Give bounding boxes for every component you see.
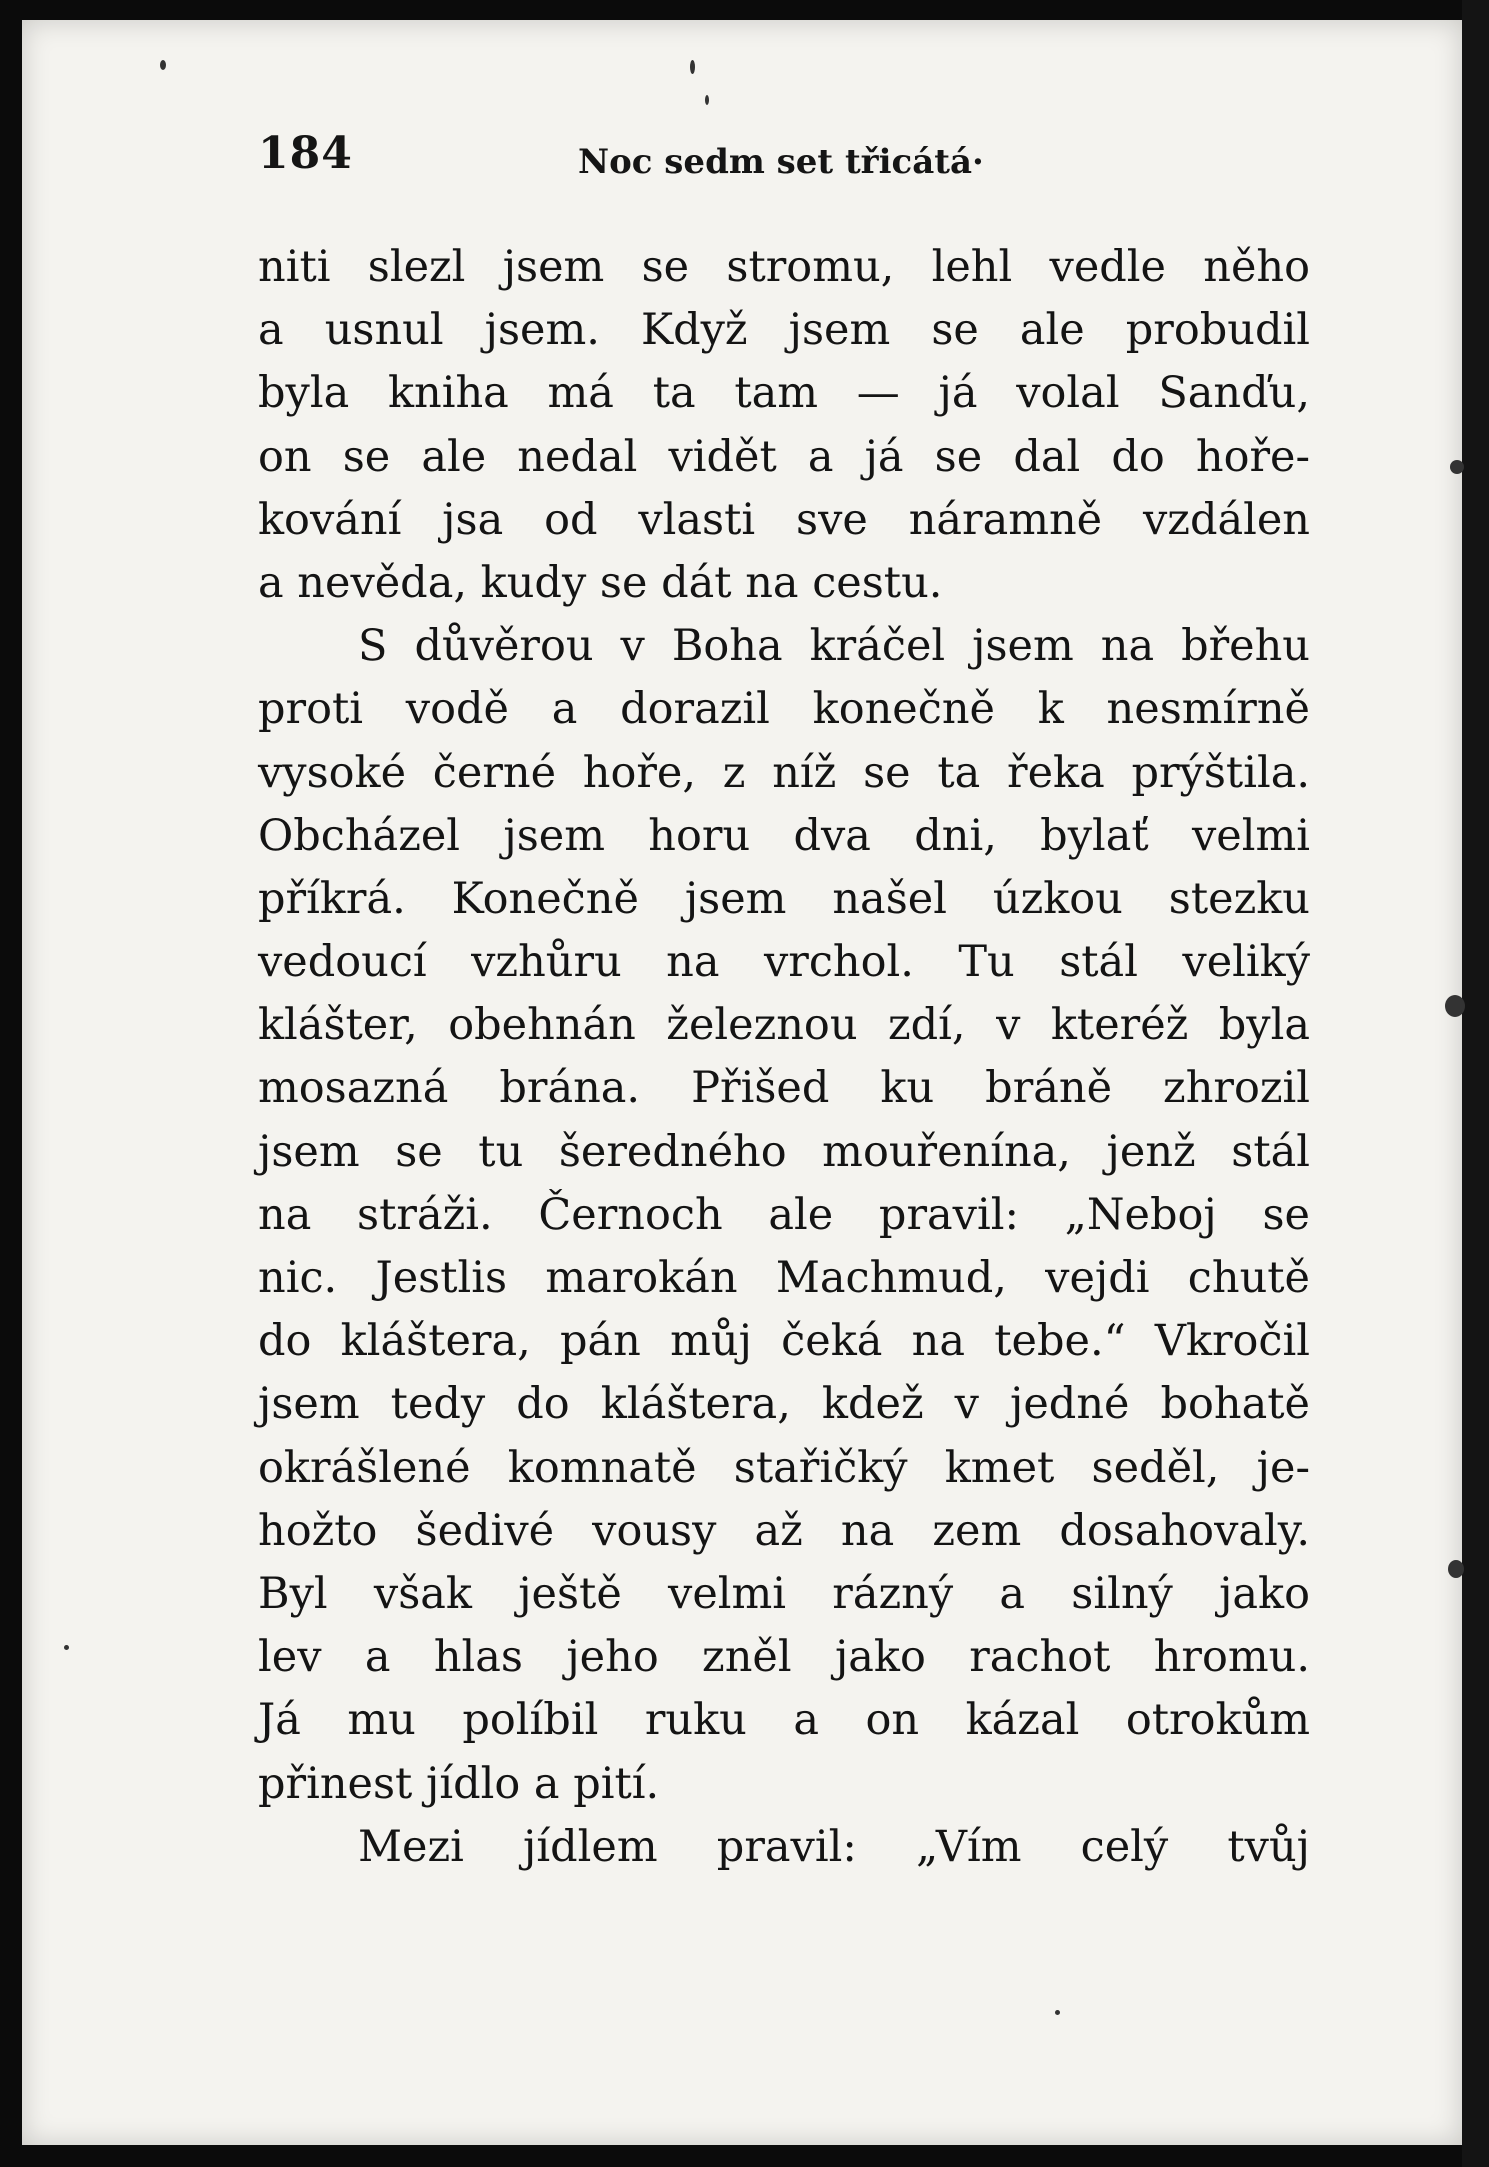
running-title: Noc sedm set třicátá· [578,142,984,182]
scan-speck [160,60,166,70]
text-line: kování jsa od vlasti sve náramně vzdálen [258,494,1310,545]
text-line: hožto šedivé vousy až na zem dosahovaly. [258,1505,1310,1556]
text-line: a usnul jsem. Když jsem se ale probudil [258,305,1310,356]
text-line: klášter, obehnán železnou zdí, v kteréž byla [258,1000,1310,1051]
text-line: na stráži. Černoch ale pravil: „Neboj se [258,1189,1310,1240]
page-header [258,128,1308,188]
text-line: vysoké černé hoře, z níž se ta řeka prýštila. [258,747,1310,798]
text-line: mosazná brána. Přišed ku bráně zhrozil [258,1063,1310,1114]
text-line: okrášlené komnatě stařičký kmet seděl, je- [258,1442,1310,1493]
text-line: proti vodě a dorazil konečně k nesmírně [258,684,1310,735]
text-line: Mezi jídlem pravil: „Vím celý tvůj [358,1821,1310,1872]
scan-speck [64,1645,69,1650]
text-line: do kláštera, pán můj čeká na tebe.“ Vkročil [258,1316,1310,1367]
text-line: Obcházel jsem horu dva dni, bylať velmi [258,810,1310,861]
text-line: jsem tedy do kláštera, kdež v jedné bohatě [258,1379,1310,1430]
text-line: příkrá. Konečně jsem našel úzkou stezku [258,873,1310,924]
text-line: niti slezl jsem se stromu, lehl vedle něho [258,242,1310,292]
text-line: Byl však ještě velmi rázný a silný jako [258,1568,1310,1619]
text-line: Já mu políbil ruku a on kázal otrokům [258,1695,1310,1746]
scan-speck [1055,2010,1060,2015]
text-line: S důvěrou v Boha kráčel jsem na břehu [358,621,1310,672]
scan-speck [1445,995,1465,1017]
scan-speck [690,60,695,74]
text-line: a nevěda, kudy se dát na cestu. [258,557,943,608]
page-edge [1462,0,1489,2167]
page-number: 184 [258,128,353,179]
text-line: on se ale nedal vidět a já se dal do hoře- [258,431,1310,482]
body-text [258,236,1310,1879]
scan-speck [1448,1560,1464,1578]
text-line: jsem se tu šeredného mouřenína, jenž stál [258,1126,1310,1177]
text-line: nic. Jestlis marokán Machmud, vejdi chutě [258,1253,1310,1303]
scan-speck [1450,460,1464,474]
text-line: byla kniha má ta tam — já volal Sanďu, [258,368,1310,419]
scan-speck [705,95,709,105]
text-line: přinest jídlo a pití. [258,1758,660,1809]
text-line: lev a hlas jeho zněl jako rachot hromu. [258,1632,1310,1683]
text-line: vedoucí vzhůru na vrchol. Tu stál veliký [258,937,1310,988]
